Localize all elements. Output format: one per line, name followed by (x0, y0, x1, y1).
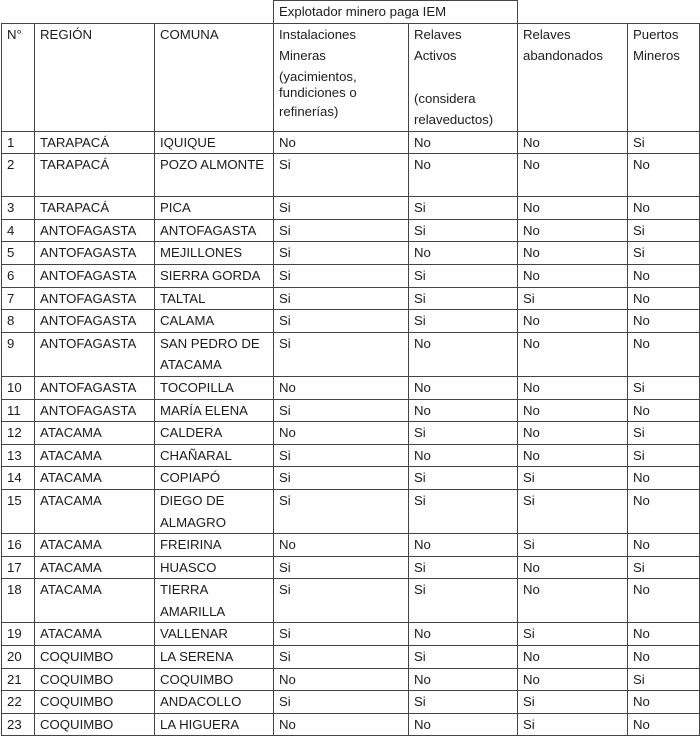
cell-comuna: MARÍA ELENA (155, 399, 274, 422)
cell-puertos: No (628, 534, 700, 557)
cell-num: 19 (2, 623, 35, 646)
cell-instalaciones: No (274, 534, 409, 557)
cell-relaves-activos: Si (409, 264, 518, 287)
table-row (2, 556, 700, 579)
col-header-relaves-abandonados-line: abandonados (523, 48, 603, 64)
col-header-instalaciones-line: (yacimientos, (279, 68, 357, 84)
table-row (2, 623, 700, 646)
cell-num: 3 (2, 197, 35, 220)
col-header-relaves-activos (409, 23, 518, 131)
cell-num: 7 (2, 287, 35, 310)
cell-instalaciones: Si (274, 489, 409, 533)
cell-comuna: CHAÑARAL (155, 444, 274, 467)
cell-region: COQUIMBO (35, 668, 155, 691)
cell-relaves-abandonados: Si (518, 623, 628, 646)
cell-comuna: SIERRA GORDA (155, 264, 274, 287)
cell-instalaciones: No (274, 668, 409, 691)
col-header-relaves-activos-line: Relaves (414, 26, 462, 42)
cell-instalaciones: Si (274, 310, 409, 333)
cell-num: 13 (2, 444, 35, 467)
cell-instalaciones: Si (274, 646, 409, 669)
cell-region: ANTOFAGASTA (35, 399, 155, 422)
table-row (2, 646, 700, 669)
cell-relaves-activos: Si (409, 646, 518, 669)
cell-instalaciones: Si (274, 197, 409, 220)
cell-puertos: Si (628, 444, 700, 467)
cell-puertos: No (628, 310, 700, 333)
table-row (2, 376, 700, 399)
cell-region: ANTOFAGASTA (35, 310, 155, 333)
table-row (2, 242, 700, 265)
cell-puertos: Si (628, 242, 700, 265)
cell-puertos: Si (628, 556, 700, 579)
cell-instalaciones: Si (274, 467, 409, 490)
col-header-num: N° (2, 23, 35, 131)
cell-puertos: No (628, 467, 700, 490)
cell-puertos: Si (628, 668, 700, 691)
cell-comuna: VALLENAR (155, 623, 274, 646)
cell-relaves-abandonados: No (518, 242, 628, 265)
col-header-puertos-line: Mineros (633, 48, 680, 64)
cell-num: 15 (2, 489, 35, 533)
cell-instalaciones: Si (274, 154, 409, 197)
cell-comuna: ANTOFAGASTA (155, 219, 274, 242)
cell-num: 8 (2, 310, 35, 333)
table-row (2, 534, 700, 557)
cell-region: ANTOFAGASTA (35, 242, 155, 265)
cell-num: 18 (2, 579, 35, 623)
cell-relaves-abandonados: No (518, 646, 628, 669)
cell-puertos: Si (628, 131, 700, 154)
cell-comuna: PICA (155, 197, 274, 220)
cell-relaves-activos: Si (409, 489, 518, 533)
cell-region: ANTOFAGASTA (35, 264, 155, 287)
cell-puertos: No (628, 197, 700, 220)
col-header-instalaciones (274, 23, 409, 131)
cell-comuna: TIERRA AMARILLA (155, 579, 274, 623)
cell-region: ATACAMA (35, 444, 155, 467)
cell-comuna: HUASCO (155, 556, 274, 579)
cell-relaves-activos: Si (409, 691, 518, 714)
cell-relaves-activos: No (409, 623, 518, 646)
cell-puertos: Si (628, 219, 700, 242)
cell-puertos: No (628, 399, 700, 422)
column-header-row (2, 23, 700, 131)
table-row (2, 197, 700, 220)
table-row (2, 668, 700, 691)
cell-region: TARAPACÁ (35, 154, 155, 197)
cell-region: ANTOFAGASTA (35, 376, 155, 399)
cell-relaves-activos: No (409, 713, 518, 736)
col-header-puertos-line: Puertos (633, 26, 679, 42)
cell-num: 22 (2, 691, 35, 714)
cell-comuna: COPIAPÓ (155, 467, 274, 490)
cell-num: 12 (2, 422, 35, 445)
cell-comuna: COQUIMBO (155, 668, 274, 691)
cell-region: ATACAMA (35, 534, 155, 557)
table-row (2, 399, 700, 422)
col-header-relaves-activos-line: (considera (414, 90, 476, 106)
cell-relaves-abandonados: Si (518, 713, 628, 736)
cell-instalaciones: No (274, 131, 409, 154)
cell-region: TARAPACÁ (35, 131, 155, 154)
cell-region: ATACAMA (35, 489, 155, 533)
cell-relaves-abandonados: No (518, 422, 628, 445)
cell-region: COQUIMBO (35, 646, 155, 669)
cell-num: 23 (2, 713, 35, 736)
cell-num: 6 (2, 264, 35, 287)
cell-comuna: POZO ALMONTE (155, 154, 274, 197)
table-row (2, 489, 700, 533)
cell-num: 20 (2, 646, 35, 669)
cell-puertos: No (628, 332, 700, 376)
cell-relaves-activos: No (409, 332, 518, 376)
table-row (2, 444, 700, 467)
cell-relaves-activos: Si (409, 287, 518, 310)
cell-relaves-activos: No (409, 668, 518, 691)
cell-region: ATACAMA (35, 579, 155, 623)
cell-relaves-activos: Si (409, 556, 518, 579)
cell-puertos: No (628, 623, 700, 646)
cell-instalaciones: No (274, 376, 409, 399)
col-header-comuna: COMUNA (155, 23, 274, 131)
cell-comuna: TOCOPILLA (155, 376, 274, 399)
col-header-puertos (628, 23, 700, 131)
table-row (2, 154, 700, 197)
cell-relaves-activos: Si (409, 310, 518, 333)
table-row (2, 579, 700, 623)
cell-instalaciones: Si (274, 623, 409, 646)
table-row (2, 310, 700, 333)
cell-relaves-activos: Si (409, 219, 518, 242)
table-row (2, 691, 700, 714)
cell-relaves-activos: Si (409, 422, 518, 445)
col-header-instalaciones-line: refinerías) (279, 103, 339, 119)
cell-region: ANTOFAGASTA (35, 332, 155, 376)
cell-relaves-abandonados: No (518, 399, 628, 422)
cell-comuna: MEJILLONES (155, 242, 274, 265)
cell-num: 17 (2, 556, 35, 579)
cell-instalaciones: No (274, 713, 409, 736)
col-header-region: REGIÓN (35, 23, 155, 131)
header-group-row (2, 1, 700, 24)
cell-comuna: CALAMA (155, 310, 274, 333)
cell-comuna: IQUIQUE (155, 131, 274, 154)
cell-relaves-activos: Si (409, 197, 518, 220)
cell-comuna: TALTAL (155, 287, 274, 310)
cell-relaves-activos: No (409, 376, 518, 399)
cell-instalaciones: Si (274, 556, 409, 579)
table-row (2, 467, 700, 490)
cell-instalaciones: Si (274, 691, 409, 714)
cell-relaves-abandonados: No (518, 444, 628, 467)
cell-num: 9 (2, 332, 35, 376)
cell-instalaciones: Si (274, 579, 409, 623)
cell-comuna: ANDACOLLO (155, 691, 274, 714)
cell-relaves-abandonados: No (518, 310, 628, 333)
table-row (2, 422, 700, 445)
header-blank (2, 1, 274, 24)
cell-instalaciones: Si (274, 242, 409, 265)
cell-region: ANTOFAGASTA (35, 287, 155, 310)
table-row (2, 131, 700, 154)
cell-relaves-abandonados: Si (518, 287, 628, 310)
spacer (414, 67, 517, 88)
cell-instalaciones: Si (274, 264, 409, 287)
cell-puertos: No (628, 691, 700, 714)
cell-relaves-abandonados: Si (518, 489, 628, 533)
cell-relaves-activos: No (409, 444, 518, 467)
cell-num: 14 (2, 467, 35, 490)
table-row (2, 287, 700, 310)
col-header-instalaciones-line: Instalaciones (279, 26, 356, 42)
cell-instalaciones: Si (274, 219, 409, 242)
cell-relaves-abandonados: No (518, 332, 628, 376)
cell-region: ATACAMA (35, 623, 155, 646)
cell-region: COQUIMBO (35, 691, 155, 714)
cell-relaves-activos: Si (409, 579, 518, 623)
cell-comuna: CALDERA (155, 422, 274, 445)
cell-num: 1 (2, 131, 35, 154)
table-row (2, 264, 700, 287)
cell-relaves-abandonados: No (518, 264, 628, 287)
cell-num: 10 (2, 376, 35, 399)
cell-relaves-abandonados: Si (518, 691, 628, 714)
cell-relaves-activos: No (409, 242, 518, 265)
cell-puertos: No (628, 713, 700, 736)
cell-comuna: SAN PEDRO DE ATACAMA (155, 332, 274, 376)
cell-puertos: Si (628, 376, 700, 399)
cell-relaves-activos: Si (409, 467, 518, 490)
cell-relaves-abandonados: Si (518, 467, 628, 490)
col-header-instalaciones-line: Mineras (279, 48, 326, 64)
cell-region: ATACAMA (35, 556, 155, 579)
cell-region: COQUIMBO (35, 713, 155, 736)
col-header-instalaciones-line: fundiciones o (279, 84, 357, 100)
cell-relaves-abandonados: No (518, 579, 628, 623)
col-header-relaves-activos-line: relaveductos) (414, 112, 494, 128)
cell-relaves-activos: No (409, 534, 518, 557)
cell-relaves-abandonados: Si (518, 534, 628, 557)
cell-instalaciones: Si (274, 444, 409, 467)
cell-num: 5 (2, 242, 35, 265)
cell-relaves-abandonados: No (518, 154, 628, 197)
group-header-explotador: Explotador minero paga IEM (274, 1, 518, 24)
col-header-relaves-activos-line: Activos (414, 48, 457, 64)
table-row (2, 332, 700, 376)
cell-region: TARAPACÁ (35, 197, 155, 220)
mining-tax-table (1, 0, 700, 736)
cell-instalaciones: Si (274, 287, 409, 310)
cell-num: 21 (2, 668, 35, 691)
cell-relaves-abandonados: No (518, 668, 628, 691)
cell-relaves-abandonados: No (518, 376, 628, 399)
cell-region: ATACAMA (35, 467, 155, 490)
cell-puertos: No (628, 264, 700, 287)
cell-comuna: DIEGO DE ALMAGRO (155, 489, 274, 533)
cell-puertos: No (628, 287, 700, 310)
cell-puertos: No (628, 646, 700, 669)
cell-comuna: FREIRINA (155, 534, 274, 557)
cell-region: ATACAMA (35, 422, 155, 445)
cell-instalaciones: Si (274, 332, 409, 376)
header-blank-right (518, 1, 700, 24)
table-row (2, 219, 700, 242)
cell-relaves-abandonados: No (518, 556, 628, 579)
cell-instalaciones: No (274, 422, 409, 445)
cell-puertos: No (628, 579, 700, 623)
cell-num: 4 (2, 219, 35, 242)
cell-num: 2 (2, 154, 35, 197)
cell-num: 11 (2, 399, 35, 422)
cell-puertos: Si (628, 422, 700, 445)
cell-relaves-activos: No (409, 154, 518, 197)
table-row (2, 713, 700, 736)
cell-puertos: No (628, 154, 700, 197)
col-header-relaves-abandonados (518, 23, 628, 131)
cell-relaves-activos: No (409, 131, 518, 154)
cell-relaves-abandonados: No (518, 197, 628, 220)
cell-comuna: LA SERENA (155, 646, 274, 669)
col-header-relaves-abandonados-line: Relaves (523, 26, 571, 42)
cell-region: ANTOFAGASTA (35, 219, 155, 242)
cell-relaves-abandonados: No (518, 219, 628, 242)
cell-relaves-abandonados: No (518, 131, 628, 154)
cell-num: 16 (2, 534, 35, 557)
cell-comuna: LA HIGUERA (155, 713, 274, 736)
cell-relaves-activos: No (409, 399, 518, 422)
cell-instalaciones: Si (274, 399, 409, 422)
cell-puertos: No (628, 489, 700, 533)
